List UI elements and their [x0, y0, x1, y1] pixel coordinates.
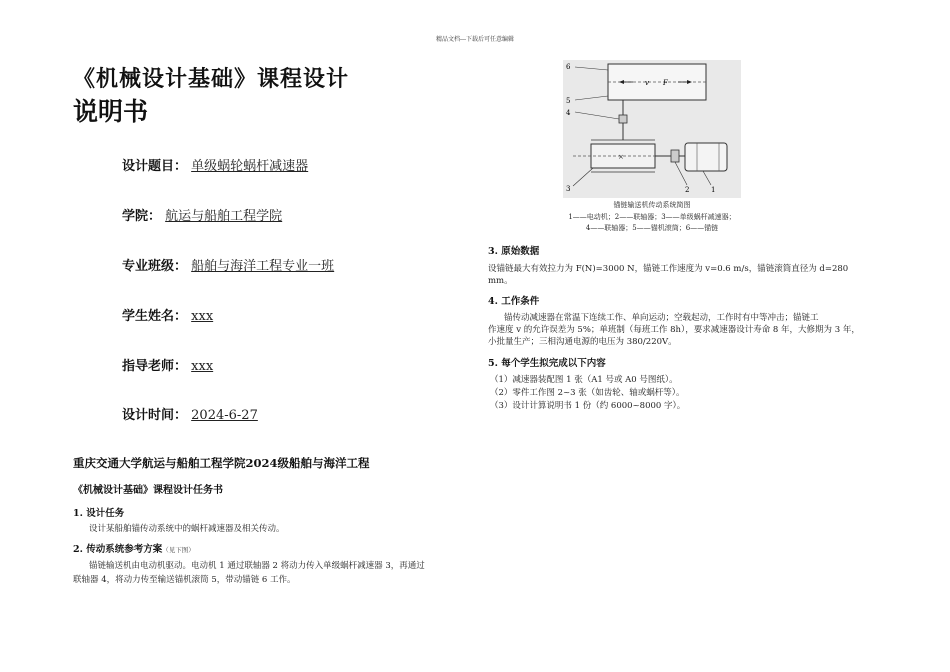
field-label: 指导老师： [122, 359, 188, 374]
task-book-title: 《机械设计基础》课程设计任务书 [73, 485, 223, 496]
field-label: 设计题目： [122, 159, 188, 174]
f-label: F [663, 79, 668, 87]
field-class [122, 255, 334, 274]
diagram-legend-line-1: 1——电动机；2——联轴器；3——单级蜗杆减速器； [568, 213, 736, 221]
section-4-body-line-2: 作速度 v 的允许误差为 5%；单班制（每班工作 8h），要求减速器设计寿命 8 年，大修期为 3 年， [488, 325, 860, 335]
field-design-topic [122, 155, 344, 174]
transmission-diagram-svg [563, 60, 741, 198]
field-college [122, 205, 282, 224]
part-label: 2 [685, 186, 690, 194]
part-label: 4 [566, 109, 571, 117]
svg-text:×: × [618, 153, 624, 161]
section-5-item: （3）设计计算说明书 1 份（约 6000~8000 字）。 [490, 401, 686, 411]
coupling-2 [671, 150, 679, 162]
document-subtitle: 说明书 [73, 97, 149, 126]
section-4-heading: 4. 工作条件 [488, 296, 540, 307]
field-label: 专业班级： [122, 259, 188, 274]
field-value: 2024-6-27 [191, 408, 258, 423]
section-3-heading: 3. 原始数据 [488, 246, 540, 257]
document-title: 《机械设计基础》课程设计 [73, 66, 350, 92]
part-label: 1 [711, 186, 716, 194]
section-1-heading: 1. 设计任务 [73, 508, 125, 519]
field-value: 单级蜗轮蜗杆减速器 [191, 159, 309, 174]
header-note: 精品文档---下载后可任意编辑 [435, 36, 515, 43]
section-3-body-line-1: 设锚链最大有效拉力为 F(N)=3000 N，锚链工作速度为 v=0.6 m/s，锚链滚筒直径为 d=280 [488, 264, 849, 274]
diagram-caption: 锚链输送机传动系统简图 [613, 201, 691, 209]
field-value: xxx [191, 309, 214, 324]
section-2-body-line-1: 锚链输送机由电动机驱动。电动机 1 通过联轴器 2 将动力传入单级蜗杆减速器 3，再通过 [89, 561, 425, 571]
transmission-diagram [563, 60, 741, 198]
part-label: 3 [566, 185, 571, 193]
coupling-4 [619, 115, 627, 123]
section-1-body: 设计某船舶锚传动系统中的蜗杆减速器及相关传动。 [89, 524, 285, 534]
v-label: v [645, 79, 649, 87]
field-design-date [122, 404, 258, 423]
section-5-heading: 5. 每个学生拟完成以下内容 [488, 358, 606, 369]
field-value: xxx [191, 359, 214, 374]
section-2-body-line-2: 联轴器 4，将动力传至输送锚机滚筒 5，带动锚链 6 工作。 [73, 575, 296, 585]
section-3-body-line-2: mm。 [488, 276, 513, 286]
diagram-legend-line-2: 4——联轴器；5——锚机滚筒；6——锚链 [585, 224, 719, 232]
field-label: 学生姓名： [122, 309, 188, 324]
electric-motor [685, 143, 727, 171]
section-2-heading [73, 541, 195, 555]
field-label: 学院： [122, 209, 162, 224]
field-advisor [122, 355, 213, 374]
field-student-name [122, 305, 213, 324]
section-2-note: （见下图） [162, 546, 195, 554]
part-label: 5 [566, 97, 571, 105]
school-line: 重庆交通大学航运与船舶工程学院2024级船舶与海洋工程 [73, 456, 370, 470]
field-value: 航运与船舶工程学院 [165, 209, 283, 224]
part-label: 6 [566, 63, 571, 71]
section-4-body-line-3: 小批量生产；三相沟通电源的电压为 380/220V。 [488, 337, 677, 347]
field-value: 船舶与海洋工程专业一班 [191, 259, 335, 274]
section-4-body-line-1: 锚传动减速器在常温下连续工作、单向运动；空载起动，工作时有中等冲击；锚链工 [504, 313, 819, 323]
section-5-item: （2）零件工作图 2~3 张（如齿轮、轴或蜗杆等）。 [490, 388, 685, 398]
section-2-title: 2. 传动系统参考方案 [73, 544, 163, 555]
field-label: 设计时间： [122, 408, 188, 423]
section-5-item: （1）减速器装配图 1 张（A1 号或 A0 号图纸）。 [490, 375, 678, 385]
